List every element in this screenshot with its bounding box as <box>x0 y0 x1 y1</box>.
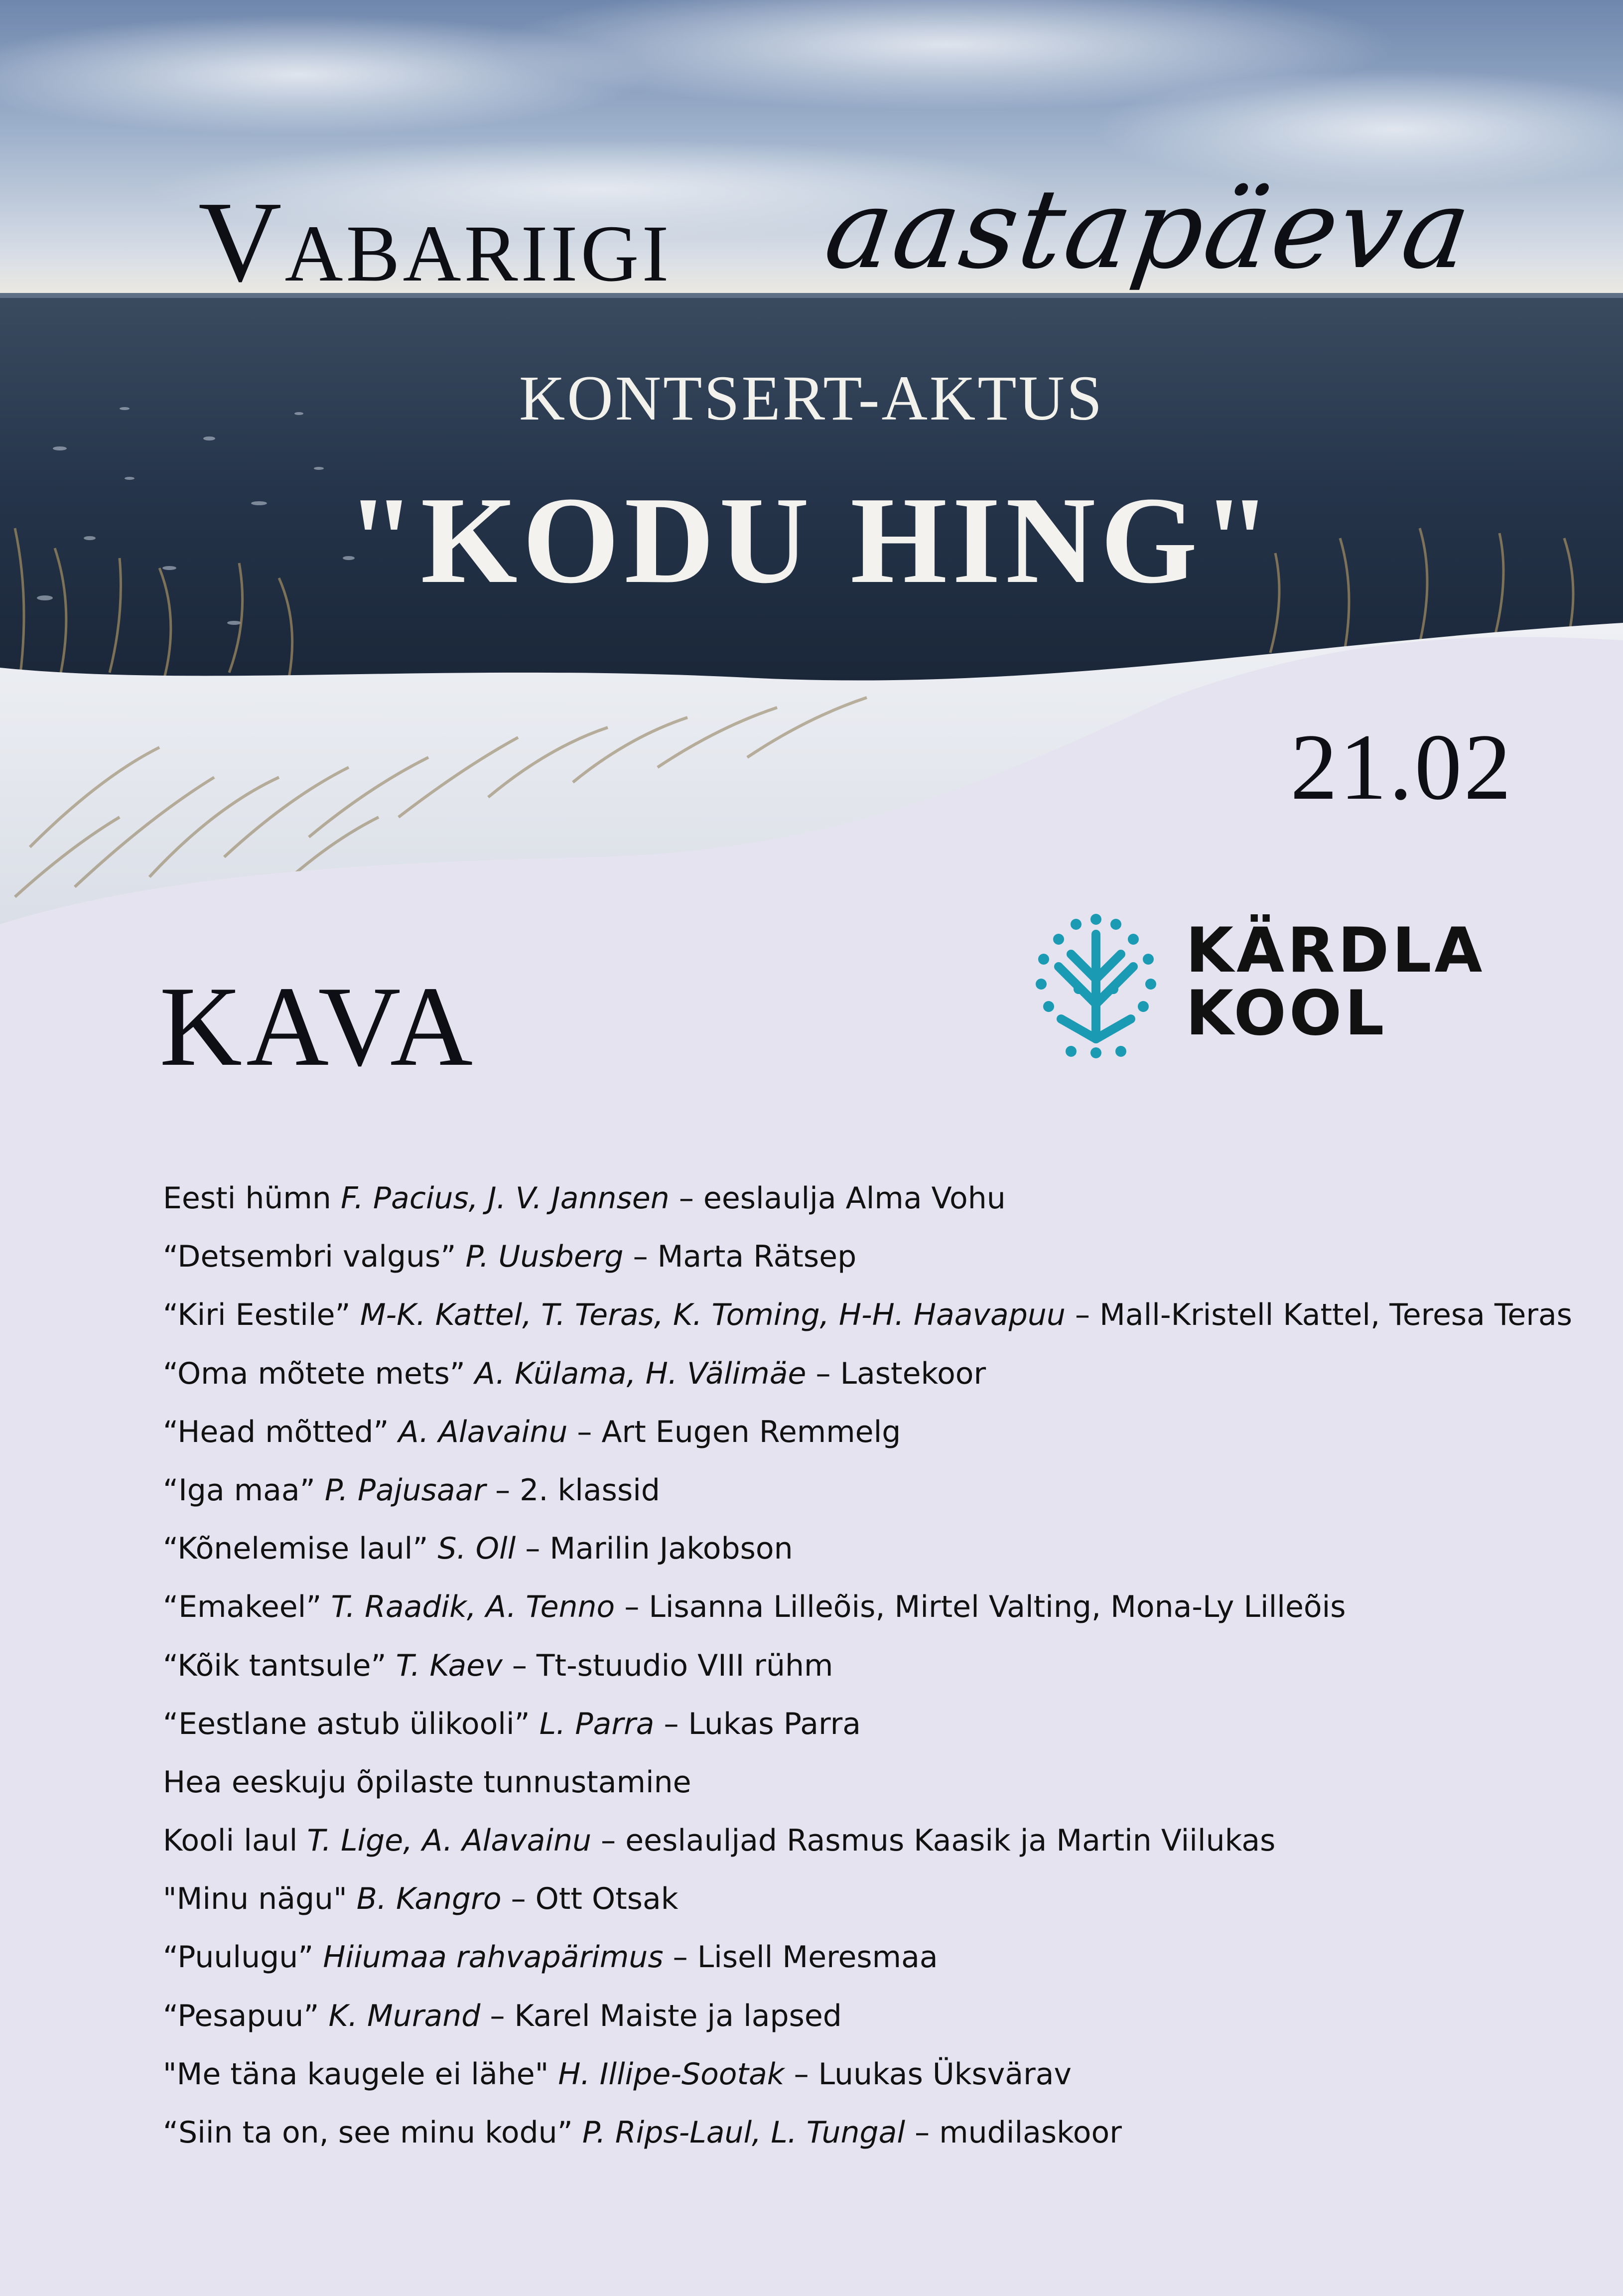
item-performer: – Karel Maiste ja lapsed <box>480 1998 842 2033</box>
program-item <box>163 1526 1583 1584</box>
item-performer: – Marilin Jakobson <box>516 1531 793 1567</box>
item-title: “Kõnelemise laul” <box>163 1531 438 1567</box>
item-title: Kooli laul <box>163 1823 307 1859</box>
item-authors: P. Pajusaar <box>324 1472 486 1508</box>
program-item <box>163 2110 1583 2168</box>
program-item <box>163 1935 1583 1993</box>
item-performer: – Mall-Kristell Kattel, Teresa Teras <box>1065 1297 1573 1333</box>
item-authors: M-K. Kattel, T. Teras, K. Toming, H-H. Haavapuu <box>360 1297 1066 1333</box>
program-item <box>163 1234 1583 1292</box>
program-title: KAVA <box>159 963 477 1090</box>
subtitle: KONTSERT-AKTUS <box>519 363 1104 433</box>
item-title: “Siin ta on, see minu kodu” <box>163 2115 582 2150</box>
item-authors: H. Illipe-Sootak <box>558 2056 785 2092</box>
item-performer: – Lukas Parra <box>654 1706 861 1741</box>
program-item <box>163 1292 1583 1351</box>
event-name: "KODU HING" <box>346 471 1277 609</box>
item-title: “Detsembri valgus” <box>163 1239 466 1275</box>
item-authors: T. Lige, A. Alavainu <box>307 1823 592 1859</box>
tree-icon <box>1031 904 1161 1059</box>
program-item <box>163 1643 1583 1702</box>
item-title: “Oma mõtete mets” <box>163 1356 475 1391</box>
item-title: “Emakeel” <box>163 1589 331 1625</box>
program-item <box>163 1410 1583 1468</box>
school-name-line2: KOOL <box>1186 978 1387 1050</box>
program-item <box>163 1176 1583 1234</box>
item-title: "Me täna kaugele ei lähe" <box>163 2056 558 2092</box>
title-vabariigi: Vabariigi <box>198 178 672 306</box>
item-authors: K. Murand <box>328 1998 481 2033</box>
item-title: "Minu nägu" <box>163 1881 357 1917</box>
program-list <box>163 1176 1583 2168</box>
item-performer: – eeslaulja Alma Vohu <box>669 1181 1006 1216</box>
item-performer: – Ott Otsak <box>501 1881 678 1917</box>
item-title: Hea eeskuju õpilaste tunnustamine <box>163 1764 691 1800</box>
item-performer: – Lisell Meresmaa <box>663 1940 938 1975</box>
item-authors: T. Raadik, A. Tenno <box>331 1589 615 1625</box>
program-item <box>163 1584 1583 1643</box>
item-title: “Eestlane astub ülikooli” <box>163 1706 540 1741</box>
item-authors: F. Pacius, J. V. Jannsen <box>340 1181 670 1216</box>
item-performer: – Lastekoor <box>806 1356 986 1391</box>
item-performer: – Art Eugen Remmelg <box>567 1414 901 1449</box>
item-authors: B. Kangro <box>356 1881 502 1917</box>
item-performer: – eeslauljad Rasmus Kaasik ja Martin Viilukas <box>591 1823 1276 1859</box>
program-item <box>163 1468 1583 1526</box>
program-item <box>163 1876 1583 1935</box>
item-title: “Iga maa” <box>163 1472 325 1508</box>
program-item <box>163 1702 1583 1760</box>
item-title: “Head mõtted” <box>163 1414 399 1449</box>
school-logo <box>1031 904 1486 1059</box>
item-performer: – 2. klassid <box>486 1472 660 1508</box>
item-authors: A. Alavainu <box>398 1414 568 1449</box>
title <box>0 164 1623 314</box>
item-authors: L. Parra <box>539 1706 655 1741</box>
item-performer: – Luukas Üksvärav <box>784 2056 1072 2092</box>
title-aastapaeva: aastapäeva <box>818 165 1480 293</box>
item-title: “Kiri Eestile” <box>163 1297 360 1333</box>
item-performer: – mudilaskoor <box>905 2115 1122 2150</box>
program-item <box>163 2052 1583 2110</box>
item-authors: P. Rips-Laul, L. Tungal <box>582 2115 906 2150</box>
item-performer: – Marta Rätsep <box>623 1239 857 1275</box>
item-authors: A. Külama, H. Välimäe <box>474 1356 807 1391</box>
program-item <box>163 1351 1583 1410</box>
item-authors: P. Uusberg <box>465 1239 624 1275</box>
program-item <box>163 1994 1583 2052</box>
item-authors: S. Oll <box>437 1531 516 1567</box>
program-item <box>163 1760 1583 1818</box>
item-title: “Pesapuu” <box>163 1998 329 2033</box>
school-name-line1: KÄRDLA <box>1186 915 1486 987</box>
item-authors: T. Kaev <box>396 1648 503 1683</box>
program-item <box>163 1818 1583 1876</box>
item-performer: – Lisanna Lilleõis, Mirtel Valting, Mona-Ly Lilleõis <box>615 1589 1346 1625</box>
event-date: 21.02 <box>1290 715 1513 820</box>
item-title: “Puulugu” <box>163 1940 323 1975</box>
item-title: Eesti hümn <box>163 1181 341 1216</box>
item-authors: Hiiumaa rahvapärimus <box>323 1940 664 1975</box>
school-name <box>1186 915 1486 1050</box>
item-performer: – Tt-stuudio VIII rühm <box>502 1648 833 1683</box>
item-title: “Kõik tantsule” <box>163 1648 396 1683</box>
